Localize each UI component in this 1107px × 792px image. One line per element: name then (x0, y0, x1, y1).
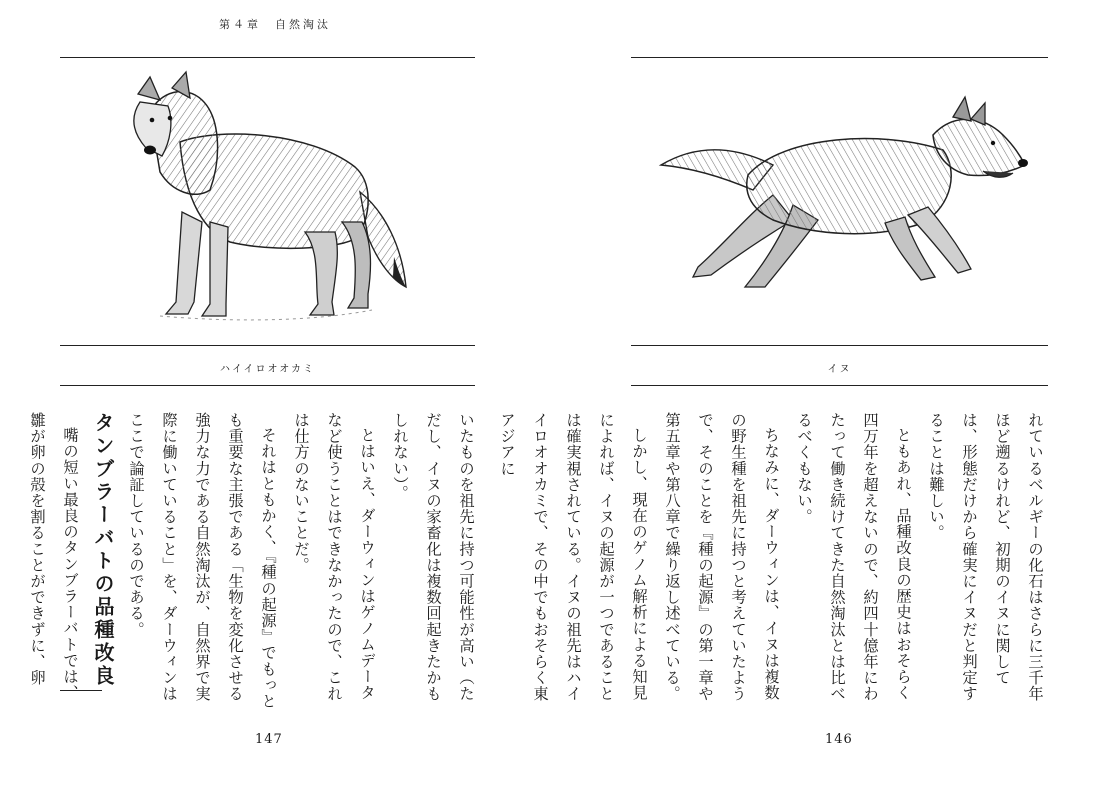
body-text (28, 412, 482, 712)
running-dog-illustration-icon (653, 95, 1033, 295)
caption-bottom-rule (631, 385, 1048, 386)
paragraph: とはいえ、ダーウィンはゲノムデータなど使うことはできなかったので、これは仕方のないことだ。 (292, 412, 376, 702)
paragraph: いたものを祖先に持つ可能性が高い（ただし、イヌの家畜化は複数回起きたかもしれない）。 (391, 412, 475, 702)
caption-top-rule (60, 345, 475, 346)
top-rule (631, 57, 1048, 58)
top-rule (60, 57, 475, 58)
paragraph: ちなみに、ダーウィンは、イヌは複数の野生種を祖先に持つと考えていたようで、そのことを『種の起源』の第一章や第五章や第八章で繰り返し述べている。 (663, 412, 780, 702)
paragraph: しかし、現在のゲノム解析による知見によれば、イヌの起源が一つであることは確実視されている。イヌの祖先はハイイロオオカミで、その中でもおそらく東アジアに (498, 412, 648, 702)
page-number: 147 (255, 732, 283, 747)
paragraph: ともあれ、品種改良の歴史はおそらく四万年を超えないので、約四十億年にわたって働き続けてきた自然淘汰とは比べるべくもない。 (795, 412, 912, 702)
paragraph: それはともかく、『種の起源』でもっとも重要な主張である「生物を変化させる強力な力である自然淘汰が、自然界で実際に働いていること」を、ダーウィンはここで論証しているのである。 (127, 412, 277, 710)
running-head: 第４章 自然淘汰 (219, 18, 331, 31)
left-page (0, 0, 553, 792)
paragraph: れているベルギーの化石はさらに三千年ほど遡るけれど、初期のイヌに関しては、形態だけから確実にイヌだと判定することは難しい。 (927, 412, 1044, 702)
section-heading: タンブラーバトの品種改良 (91, 412, 115, 688)
gray-wolf-illustration-icon (110, 72, 420, 327)
page-number: 146 (825, 732, 853, 747)
right-page (498, 0, 1107, 792)
caption-top-rule (631, 345, 1048, 346)
caption-bottom-rule (60, 385, 475, 386)
paragraph: 嘴の短い最良のタンブラーバトでは、雛が卵の殻を割ることができずに、卵 (28, 412, 79, 701)
footnote-rule (60, 690, 102, 691)
figure-caption: イヌ (827, 364, 852, 375)
figure-caption: ハイイロオオカミ (220, 364, 315, 375)
body-text (498, 412, 1051, 712)
